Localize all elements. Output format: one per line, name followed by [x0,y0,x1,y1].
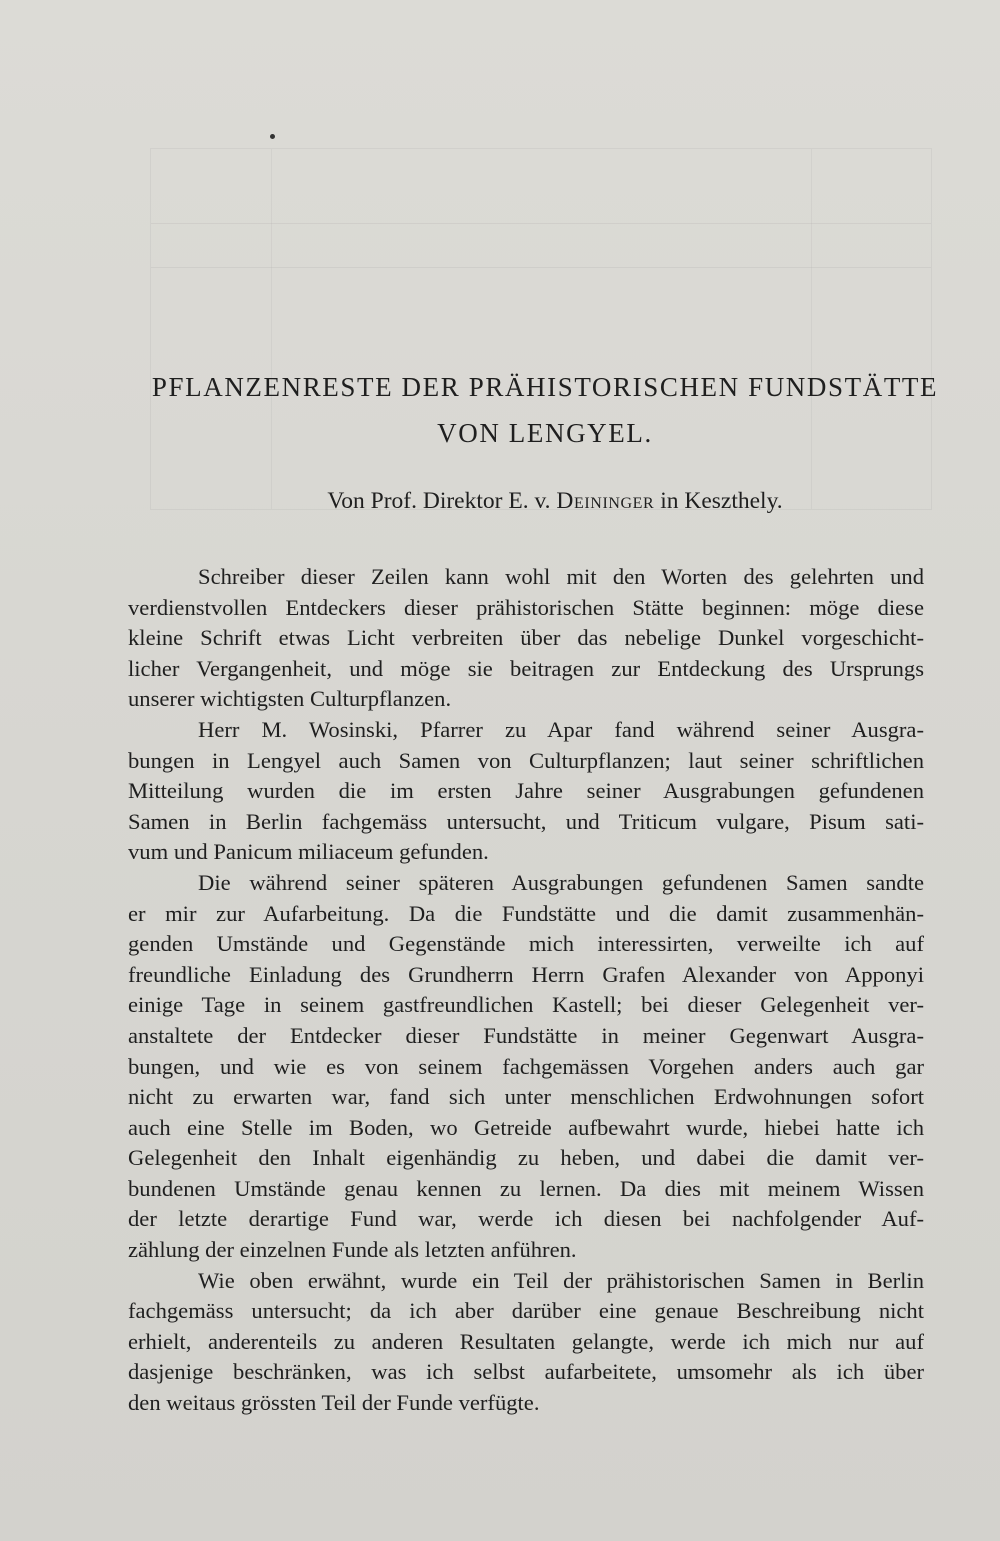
text-line: genden Umstände und Gegenstände mich interessirten, verweilte ich auf [128,931,924,957]
text-line: zählung der einzelnen Funde als letzten anführen. [128,1237,577,1263]
text-line: Gelegenheit den Inhalt eigenhändig zu heben, und dabei die damit ver- [128,1145,924,1171]
text-line: kleine Schrift etwas Licht verbreiten über das nebelige Dunkel vorgeschicht- [128,625,924,651]
text-line: verdienstvollen Entdeckers dieser prähistorischen Stätte beginnen: möge diese [128,594,924,620]
text-line: anstaltete der Entdecker dieser Fundstätte in meiner Gegenwart Ausgra- [128,1022,924,1048]
paragraph-3 [128,868,924,1266]
text-line: bungen, und wie es von seinem fachgemässen Vorgehen anders auch gar [128,1053,924,1079]
text-line: licher Vergangenheit, und möge sie beitragen zur Entdeckung des Ursprungs [128,655,924,681]
text-line: auch eine Stelle im Boden, wo Getreide aufbewahrt wurde, hiebei hatte ich [128,1114,924,1140]
byline [150,488,960,515]
article-title-line-1: PFLANZENRESTE DER PRÄHISTORISCHEN FUNDSTÄTTE [151,372,939,402]
text-line: vum und Panicum miliaceum gefunden. [128,839,489,865]
text-line: Die während seiner späteren Ausgrabungen gefundenen Samen sandte [198,869,924,895]
text-line: Schreiber dieser Zeilen kann wohl mit den Worten des gelehrten und [198,564,924,589]
text-line: fachgemäss untersucht; da ich aber darüber eine genaue Beschreibung nicht [128,1298,924,1324]
byline-author: Deininger [556,488,655,514]
article-title-line-2: VON LENGYEL. [437,418,653,448]
byline-suffix: in Keszthely. [654,488,783,514]
text-line: Mitteilung wurden die im ersten Jahre seiner Ausgrabungen gefundenen [128,778,924,804]
ink-speck [270,134,275,139]
text-line: er mir zur Aufarbeitung. Da die Fundstätte und die damit zusammenhän- [128,900,924,926]
text-line: der letzte derartige Fund war, werde ich diesen bei nachfolgender Auf- [128,1206,924,1232]
text-line: erhielt, anderenteils zu anderen Resultaten gelangte, werde ich mich nur auf [128,1328,924,1354]
paragraph-1 [128,562,924,715]
text-line: dasjenige beschränken, was ich selbst aufarbeitete, umsomehr als ich über [128,1359,924,1385]
text-line: den weitaus grössten Teil der Funde verfügte. [128,1390,540,1416]
text-line: bundenen Umstände genau kennen zu lernen. Da dies mit meinem Wissen [128,1175,924,1201]
show-through-table [150,148,932,510]
text-line: unserer wichtigsten Culturpflanzen. [128,686,452,712]
text-line: bungen in Lengyel auch Samen von Culturpflanzen; laut seiner schriftlichen [128,747,924,773]
byline-prefix: Von Prof. Direktor E. v. [327,488,557,514]
text-line: freundliche Einladung des Grundherrn Herrn Grafen Alexander von Apponyi [128,961,924,987]
text-line: Herr M. Wosinski, Pfarrer zu Apar fand während seiner Ausgra- [198,716,924,742]
article-body [128,562,924,1419]
paragraph-2 [128,715,924,868]
text-line: einige Tage in seinem gastfreundlichen Kastell; bei dieser Gelegenheit ver- [128,992,924,1018]
text-line: Samen in Berlin fachgemäss untersucht, und Triticum vulgare, Pisum sati- [128,808,924,834]
text-line: Wie oben erwähnt, wurde ein Teil der prähistorischen Samen in Berlin [198,1267,924,1293]
paragraph-4 [128,1266,924,1419]
text-line: nicht zu erwarten war, fand sich unter menschlichen Erdwohnungen sofort [128,1084,924,1110]
